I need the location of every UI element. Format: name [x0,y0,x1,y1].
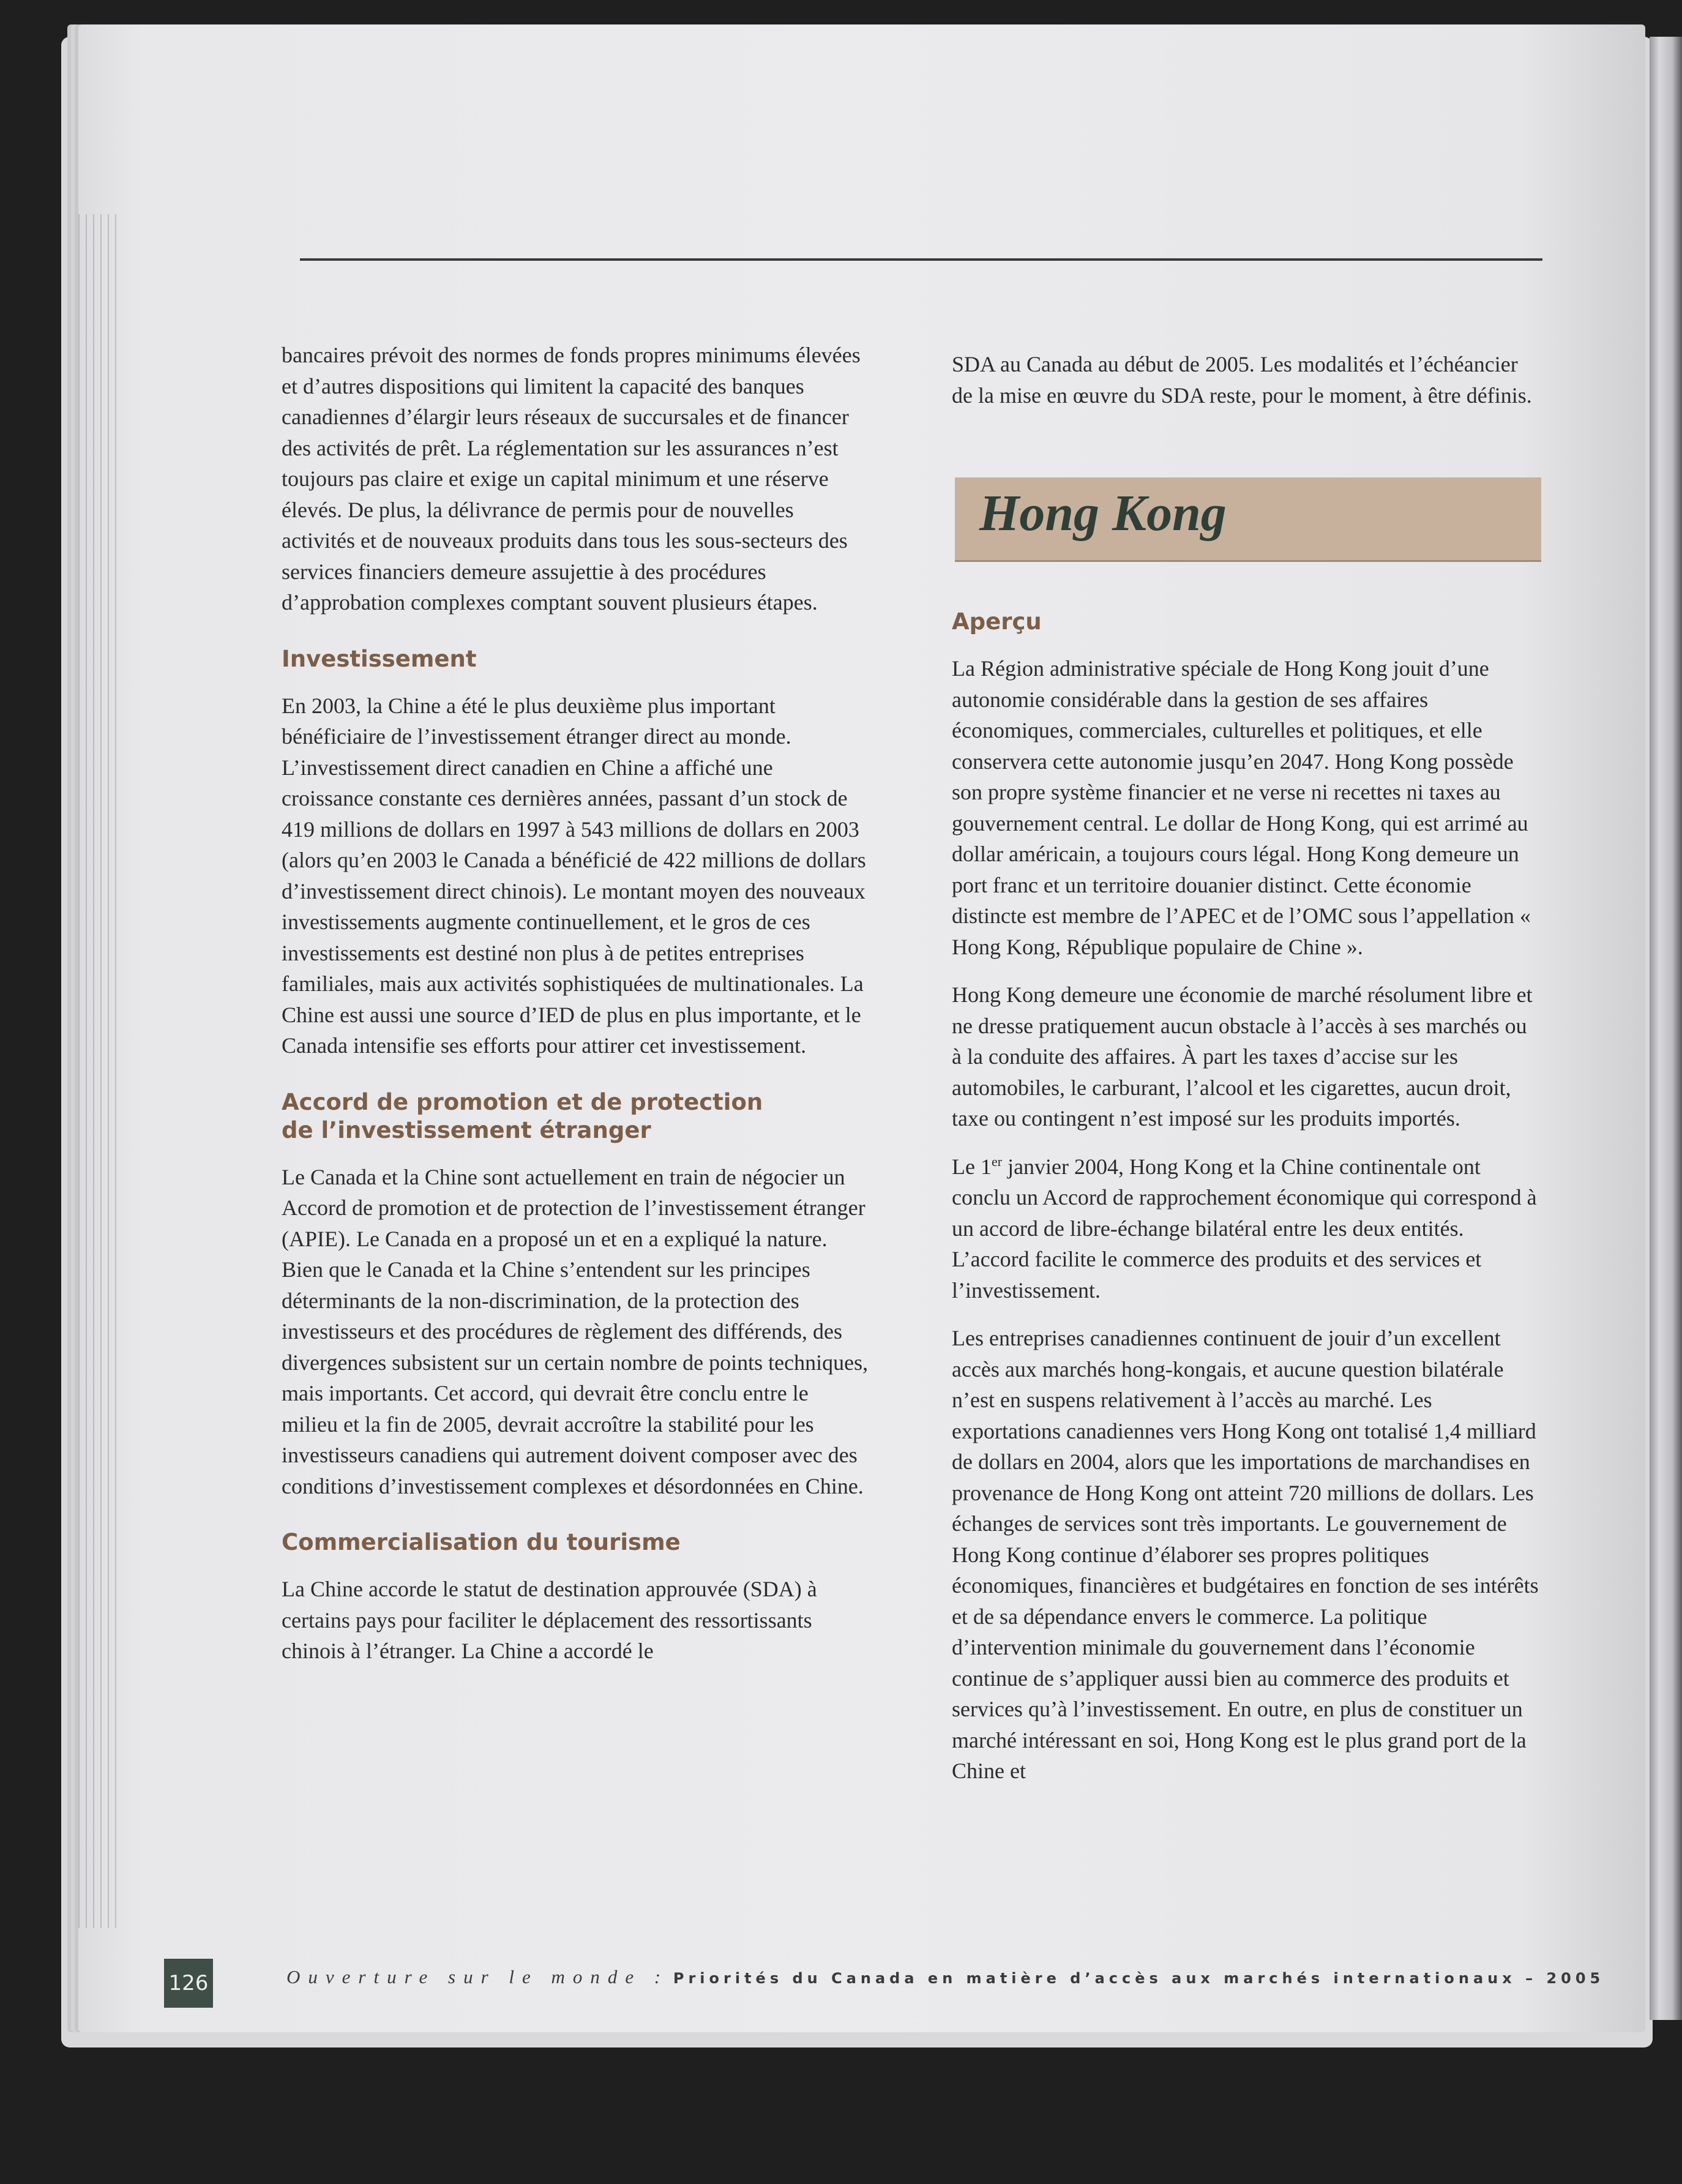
section-banner [955,477,1541,562]
running-footer [286,1966,1605,1991]
banner-title: Hong Kong [979,485,1227,542]
heading-accord [282,1088,869,1145]
page-edges [78,214,121,1928]
accord-rest: janvier 2004, Hong Kong et la Chine continentale ont conclu un Accord de rapprochement économique qui correspond à un accord de libre-échange bilatéral entre les deux entités. L’accord facilite le commerce des produits et des services et l’investissement. [952,1154,1537,1303]
paragraph-tourisme: La Chine accorde le statut de destination approuvée (SDA) à certains pays pour faciliter le déplacement des ressortissants chinois à l’étranger. La Chine a accordé le [282,1577,817,1663]
paragraph-region: La Région administrative spéciale de Hong Kong jouit d’une autonomie considérable dans la gestion de ses affaires économiques, commerciales, culturelles et politiques, et elle conservera cette autonomie jusqu’en 2047. Hong Kong possède son propre système financier et ne verse ni recettes ni taxes au gouvernement central. Le dollar de Hong Kong, qui est arrimé au dollar américain, a toujours cours légal. Hong Kong demeure un port franc et un territoire douanier distinct. Cette économie distincte est membre de l’APEC et de l’OMC sous l’appellation « Hong Kong, République populaire de Chine ». [952,656,1531,959]
footer-title-rest: Priorités du Canada en matière d’accès aux marchés internationaux – 2005 [673,1970,1605,1987]
heading-tourisme: Commercialisation du tourisme [282,1529,681,1555]
paragraph-intro: bancaires prévoit des normes de fonds propres minimums élevées et d’autres dispositions qui limitent la capacité des banques canadiennes d’élargir leurs réseaux de succursales et de financer des activités de prêt. La réglementation sur les assurances n’est toujours pas claire et exige un capital minimum et une réserve élevés. De plus, la délivrance de permis pour de nouvelles activités et de nouveaux produits dans tous les sous-secteurs des services financiers demeure assujettie à des procédures d’approbation complexes comptant souvent plusieurs étapes. [282,343,861,615]
heading-investissement: Investissement [282,645,477,672]
paragraph-entreprises: Les entreprises canadiennes continuent de jouir d’un excellent accès aux marchés hong-kongais, et aucune question bilatérale n’est en suspens relativement à l’accès au marché. Les exportations canadiennes vers Hong Kong ont totalisé 1,4 milliard de dollars en 2004, alors que les importations de marchandises en provenance de Hong Kong ont atteint 720 millions de dollars. Les échanges de services sont très importants. Le gouvernement de Hong Kong continue d’élaborer ses propres politiques économiques, financières et budgétaires en fonction de ses intérêts et de sa dépendance envers le commerce. La politique d’intervention minimale du gouvernement dans l’économie continue de s’appliquer aussi bien au commerce des produits et services qu’à l’investissement. En outre, en plus de constituer un marché intéressant en soi, Hong Kong est le plus grand port de la Chine et [952,1326,1539,1783]
page-number: 126 [164,1959,213,2008]
right-column [952,349,1539,1804]
paragraph-accord-rapprochement [952,1151,1539,1306]
left-column [282,340,869,1684]
accord-superscript: er [991,1153,1003,1169]
paragraph-accord: Le Canada et la Chine sont actuellement en train de négocier un Accord de promotion et de protection de l’investissement étranger (APIE). Le Canada en a proposé un et en a expliqué la nature. Bien que le Canada et la Chine s’entendent sur les principes déterminants de la non-discrimination, de la protection des investisseurs et des procédures de règlement des différends, des divergences subsistent sur un certain nombre de points techniques, mais importants. Cet accord, qui devrait être conclu entre le milieu et la fin de 2005, devrait accroître la stabilité pour les investisseurs canadiens qui autrement doivent composer avec des conditions d’investissement complexes et désordonnées en Chine. [282,1164,869,1498]
next-page-edge [1650,37,1682,2020]
paragraph-marche: Hong Kong demeure une économie de marché résolument libre et ne dresse pratiquement aucun obstacle à l’accès à ses marchés ou à la conduite des affaires. À part les taxes d’accise sur les automobiles, le carburant, l’alcool et les cigarettes, aucun droit, taxe ou contingent n’est imposé sur les produits importés. [952,982,1533,1131]
paragraph-sda: SDA au Canada au début de 2005. Les modalités et l’échéancier de la mise en œuvre du SDA reste, pour le moment, à être définis. [952,352,1532,408]
heading-apercu: Aperçu [952,608,1042,635]
heading-accord-line1: Accord de promotion et de protection [282,1088,763,1115]
paragraph-investissement: En 2003, la Chine a été le plus deuxième plus important bénéficiaire de l’investissement étranger direct au monde. L’investissement direct canadien en Chine a affiché une croissance constante ces dernières années, passant d’un stock de 419 millions de dollars en 1997 à 543 millions de dollars en 2003 (alors qu’en 2003 le Canada a bénéficié de 422 millions de dollars d’investissement direct chinois). Le montant moyen des nouveaux investissements augmente continuellement, et le gros de ces investissements est destiné non plus à de petites entreprises familiales, mais aux activités sophistiquées de multinationales. La Chine est aussi une source d’IED de plus en plus importante, et le Canada intensifie ses efforts pour attirer cet investissement. [282,693,866,1058]
accord-lead: Le 1 [952,1154,992,1179]
heading-accord-line2: de l’investissement étranger [282,1116,651,1143]
header-rule [300,258,1542,261]
footer-title-italic: Ouverture sur le monde : [286,1966,669,1988]
